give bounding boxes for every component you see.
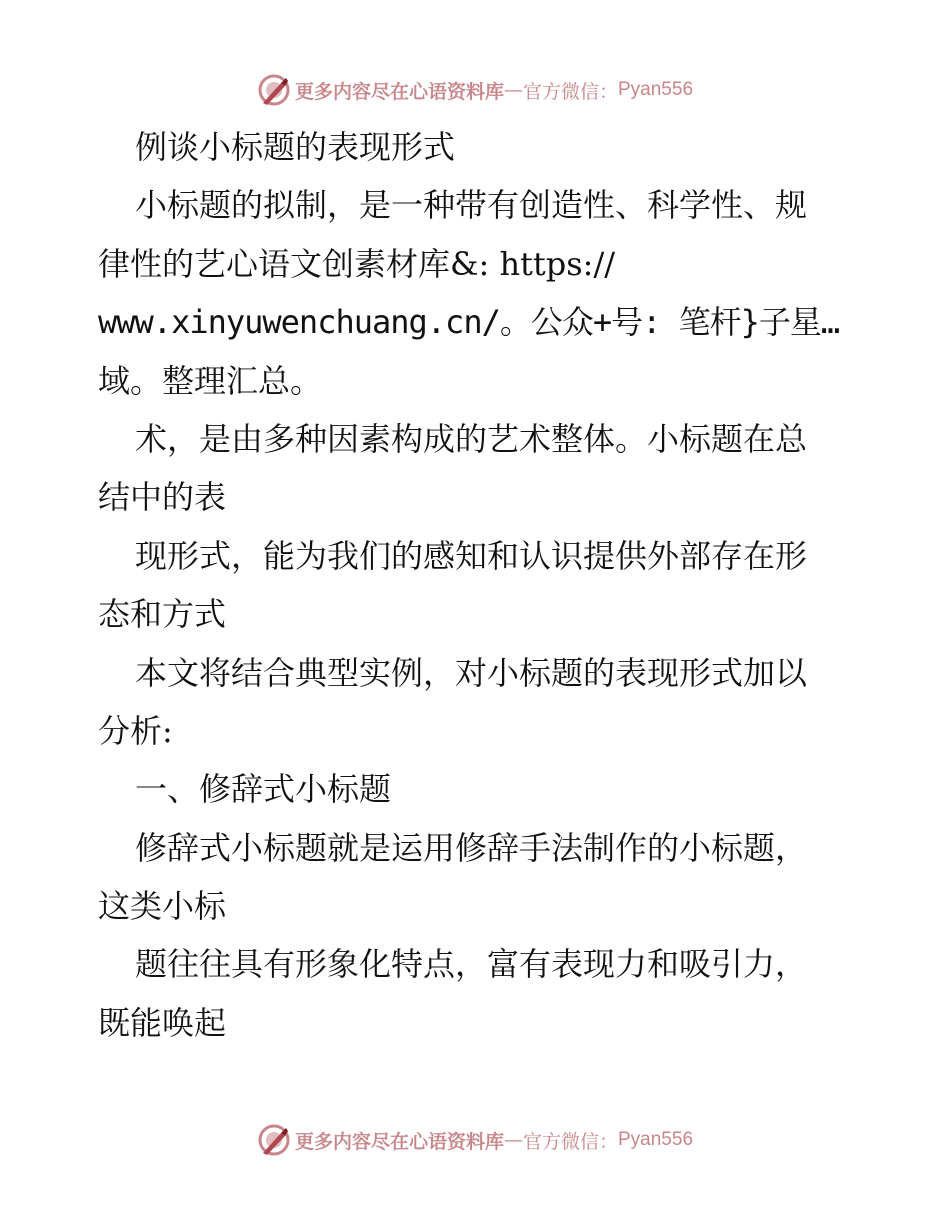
doc-line: 律性的艺心语文创素材库&: https:// — [98, 244, 616, 283]
section-heading: 一、修辞式小标题 — [135, 770, 392, 809]
doc-line: 结中的表 — [98, 478, 227, 517]
header-separator: — — [503, 79, 523, 101]
footer-wechat-id: Pyan556 — [618, 1129, 694, 1150]
doc-line: 术，是由多种因素构成的艺术整体。小标题在总 — [135, 419, 808, 458]
doc-line: 分析: — [98, 711, 173, 750]
pen-logo-icon — [257, 73, 291, 107]
doc-line: 小标题的拟制，是一种带有创造性、科学性、规 — [135, 186, 808, 225]
footer-watermark — [0, 1120, 950, 1160]
doc-line: 这类小标 — [98, 887, 227, 926]
footer-official: 官方微信： — [522, 1130, 618, 1153]
doc-line: 态和方式 — [98, 595, 227, 634]
doc-line: 本文将结合典型实例，对小标题的表现形式加以 — [135, 653, 808, 692]
pen-logo-icon — [257, 1123, 291, 1157]
header-watermark — [0, 70, 950, 110]
footer-separator: — — [503, 1129, 523, 1151]
doc-line: 题往往具有形象化特点，富有表现力和吸引力， — [135, 945, 808, 984]
doc-line: 修辞式小标题就是运用修辞手法制作的小标题， — [135, 828, 808, 867]
doc-title: 例谈小标题的表现形式 — [135, 128, 456, 166]
doc-line: 既能唤起 — [98, 1003, 227, 1042]
doc-line-url: www.xinyuwenchuang.cn/。公众+号: 笔杆}子星… — [98, 303, 840, 342]
header-official: 官方微信： — [522, 80, 618, 103]
header-wechat-id: Pyan556 — [618, 79, 694, 100]
header-brand: 更多内容尽在心语资料库 — [294, 80, 504, 103]
document-body — [98, 118, 858, 1052]
footer-brand: 更多内容尽在心语资料库 — [294, 1130, 504, 1153]
doc-line: 现形式，能为我们的感知和认识提供外部存在形 — [135, 536, 808, 575]
doc-line: 域。整理汇总。 — [98, 361, 323, 400]
